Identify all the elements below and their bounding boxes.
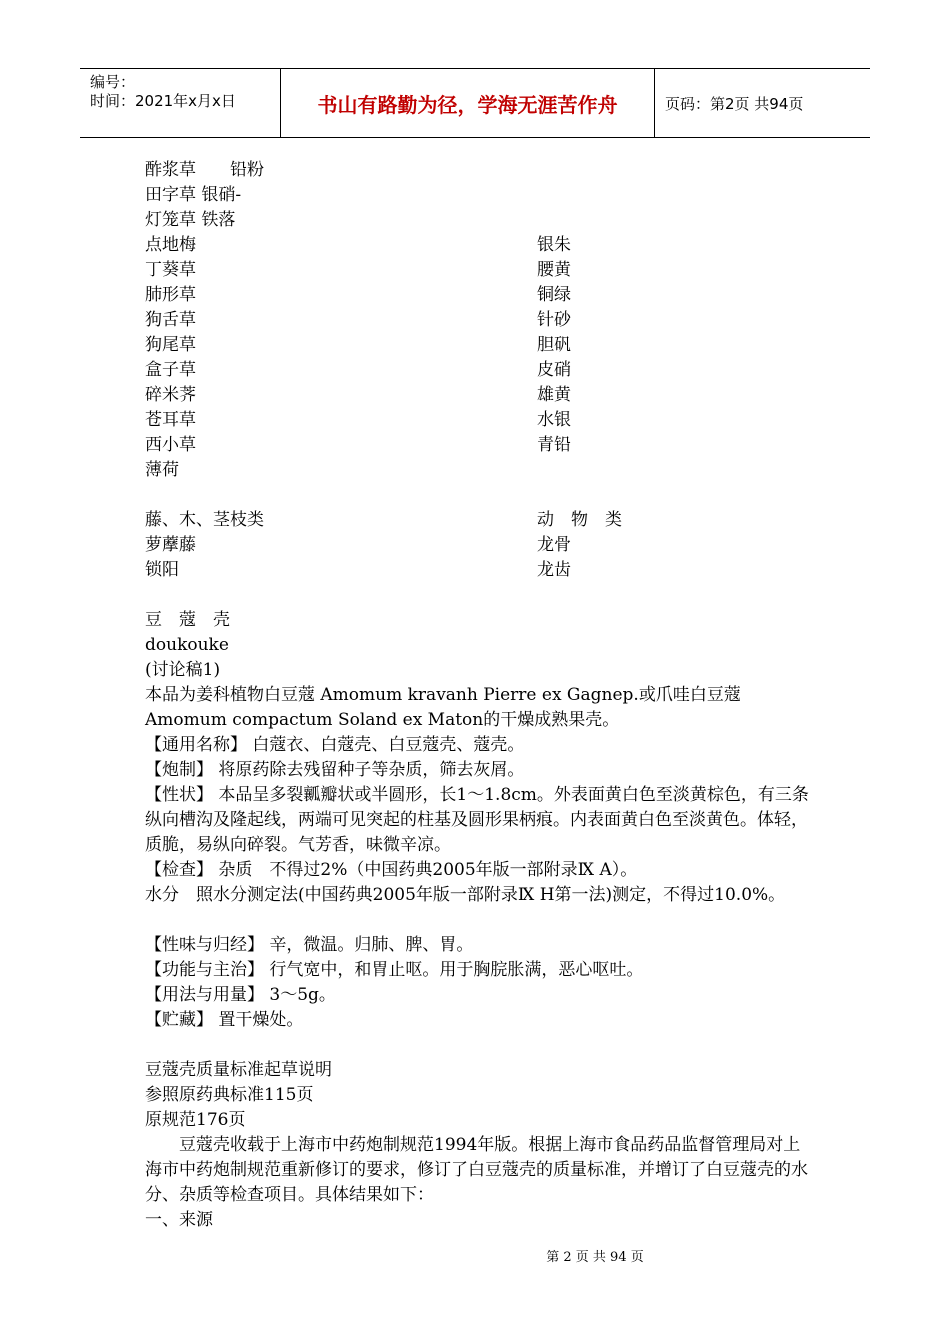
list-item: 萝藦藤	[145, 535, 196, 555]
number-label: 编号：	[90, 73, 136, 91]
time-label: 时间：2021年x月x日	[90, 92, 236, 110]
list-item: 银朱	[537, 235, 571, 255]
list-item: 碎米荠	[145, 385, 196, 405]
monograph-source: 本品为姜科植物白豆蔻 Amomum kravanh Pierre ex Gagnep.或爪哇白豆蔻 Amomum compactum Soland ex Maton的干燥成熟果壳。	[145, 685, 741, 730]
list-item: 皮硝	[537, 360, 571, 380]
list-item: 雄黄	[537, 385, 571, 405]
notes-ref1: 参照原药典标准115页	[145, 1085, 314, 1105]
list-item: 西小草	[145, 435, 196, 455]
list-item: 田字草 银硝-	[145, 185, 242, 205]
monograph-dosage: 【用法与用量】 3～5g。	[145, 985, 336, 1005]
list-item: 水银	[537, 410, 571, 430]
monograph-function: 【功能与主治】 行气宽中，和胃止呕。用于胸脘胀满，恶心呕吐。	[145, 960, 644, 980]
monograph-check: 【检查】 杂质 不得过2%（中国药典2005年版一部附录Ⅸ A）。	[145, 860, 638, 880]
list-item: 灯笼草 铁落	[145, 210, 236, 230]
list-item: 腰黄	[537, 260, 571, 280]
list-item: 狗尾草	[145, 335, 196, 355]
category-heading: 藤、木、茎枝类	[145, 510, 264, 530]
list-item: 薄荷	[145, 460, 179, 480]
notes-body: 豆蔻壳收载于上海市中药炮制规范1994年版。根据上海市食品药品监督管理局对上海市中药炮制规范重新修订的要求，修订了白豆蔻壳的质量标准，并增订了白豆蔻壳的水分、杂质等检查项目。具体结果如下：	[145, 1135, 808, 1205]
list-item: 锁阳	[145, 560, 179, 580]
list-item: 丁葵草	[145, 260, 196, 280]
notes-title: 豆蔻壳质量标准起草说明	[145, 1060, 332, 1080]
monograph-storage: 【贮藏】 置干燥处。	[145, 1010, 304, 1030]
list-item: 酢浆草 铅粉	[145, 160, 264, 180]
list-item: 狗舌草	[145, 310, 196, 330]
list-item: 点地梅	[145, 235, 196, 255]
header-page-label: 页码：第2页 共94页	[665, 94, 804, 113]
list-item: 盒子草	[145, 360, 196, 380]
list-item: 铜绿	[537, 285, 571, 305]
monograph-title: 豆 蔻 壳	[145, 610, 230, 630]
list-item: 龙骨	[537, 535, 571, 555]
list-item: 苍耳草	[145, 410, 196, 430]
header-meta	[80, 69, 281, 137]
monograph-nature: 【性味与归经】 辛，微温。归肺、脾、胃。	[145, 935, 474, 955]
footer-page-number: 第 2 页 共 94 页	[546, 1250, 644, 1265]
page-footer	[0, 1246, 950, 1265]
monograph-water: 水分 照水分测定法(中国药典2005年版一部附录Ⅸ H第一法)测定，不得过10.0%。	[145, 885, 786, 905]
list-item: 针砂	[537, 310, 571, 330]
header-motto: 书山有路勤为径，学海无涯苦作舟	[281, 69, 655, 137]
list-item: 龙齿	[537, 560, 571, 580]
category-heading: 动 物 类	[537, 510, 622, 530]
monograph-processing: 【炮制】 将原药除去残留种子等杂质，筛去灰屑。	[145, 760, 525, 780]
list-item: 肺形草	[145, 285, 196, 305]
notes-ref2: 原规范176页	[145, 1110, 246, 1130]
monograph-draft: (讨论稿1)	[145, 660, 221, 680]
notes-section1: 一、来源	[145, 1210, 213, 1230]
monograph-pinyin: doukouke	[145, 635, 229, 655]
monograph-character: 【性状】 本品呈多裂瓤瓣状或半圆形，长1～1.8cm。外表面黄白色至淡黄棕色，有三条纵向槽沟及隆起线，两端可见突起的柱基及圆形果柄痕。内表面黄白色至淡黄色。体轻，质脆，易纵向碎裂。气芳香，味微辛凉。	[145, 785, 809, 855]
list-item: 胆矾	[537, 335, 571, 355]
monograph-names: 【通用名称】 白蔻衣、白蔻壳、白豆蔻壳、蔻壳。	[145, 735, 525, 755]
page-header	[80, 68, 870, 138]
list-item: 青铅	[537, 435, 571, 455]
